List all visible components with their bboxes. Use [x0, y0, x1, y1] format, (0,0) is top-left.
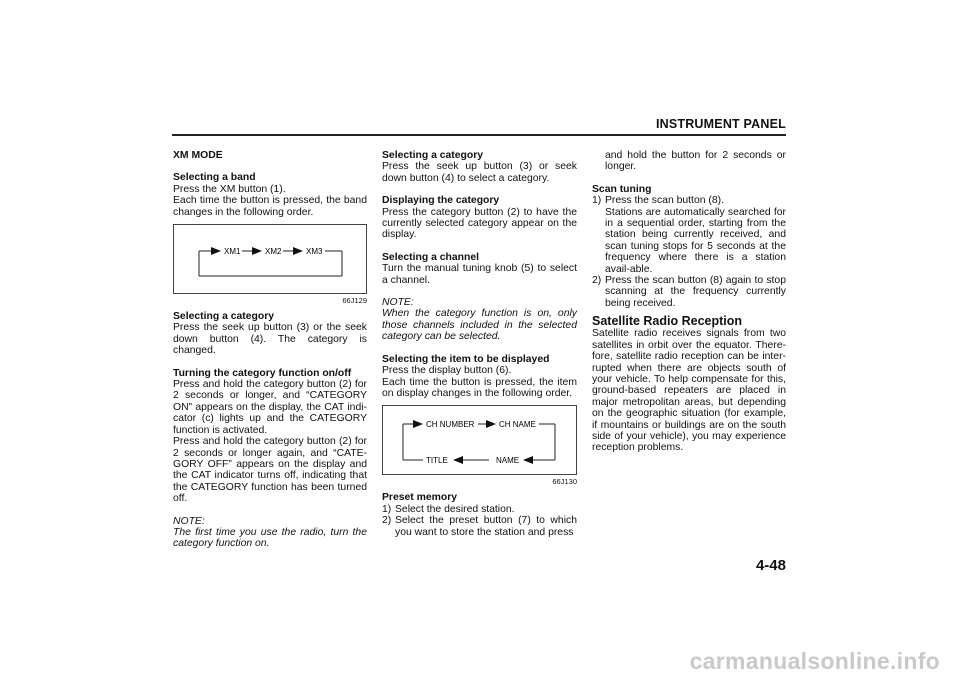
header-rule [172, 134, 786, 136]
band-order-diagram [174, 225, 366, 293]
band-heading: Selecting a band [173, 172, 256, 184]
band-label-xm3: XM3 [306, 247, 323, 257]
toggle-text-1: Press and hold the category button (2) for 2 seconds or longer, and “CATEGORY ON” appears on the display, the CAT indi-cator (c) lights up and the CATEGORY function is activated. [173, 379, 367, 436]
note-text-1: The first time you use the radio, turn the category function on. [173, 526, 367, 550]
band-label-xm1: XM1 [224, 247, 241, 257]
band-text-1: Press the XM button (1). [173, 183, 286, 195]
satellite-heading: Satellite Radio Reception [592, 314, 743, 329]
display-order-diagram [383, 406, 576, 474]
cat-text: Press the seek up button (3) or seek down button (4) to select a category. [382, 161, 577, 184]
column-2 [382, 150, 577, 538]
figure-code-2: 66J130 [552, 477, 577, 487]
title-label: TITLE [426, 456, 448, 466]
preset-step-text: Select the preset button (7) to which you want to store the station and press [395, 515, 577, 538]
cat-heading: Selecting a category [382, 150, 484, 161]
figure-code-1: 66J129 [342, 296, 367, 306]
scan-step-text: Press the scan button (8) again to stop scanning at the frequency currently being received. [605, 275, 786, 309]
scan-step-text: Press the scan button (8). [605, 195, 724, 207]
watermark: carmanualsonline.info [689, 648, 940, 674]
scan-step-number: 2) [592, 275, 602, 287]
note-text-2: When the category function is on, only those channels included in the selected category can be selected. [382, 308, 577, 343]
disp-text: Press the category button (2) to have the currently selected category appear on the display. [382, 206, 577, 241]
category-heading: Selecting a category [173, 311, 275, 323]
note-label-2: NOTE: [382, 297, 414, 309]
band-label-xm2: XM2 [265, 247, 282, 257]
scan-heading: Scan tuning [592, 183, 652, 195]
scan-step [592, 275, 786, 309]
category-text: Press the seek up button (3) or the seek down button (4). The category is changed. [173, 322, 367, 357]
scan-step-number: 1) [592, 195, 602, 207]
page-header: INSTRUMENT PANEL [655, 117, 786, 131]
preset-step [382, 504, 577, 515]
note-label-1: NOTE: [173, 515, 205, 527]
satellite-text: Satellite radio receives signals from two satellites in orbit over the equator. There-fore, satellite radio reception can be inter-rupted when there are objects south of your vehicle. To help compensate for this, ground-based repeaters are placed in major metropolitan areas, but depending on the geographic situation (for example, if mountains or buildings are on the south side of your vehicle), you may experience reception problems. [592, 328, 786, 454]
preset-step-number: 2) [382, 515, 392, 527]
page-number: 4-48 [755, 557, 786, 574]
preset-continuation: and hold the button for 2 seconds or longer. [605, 150, 786, 173]
chan-heading: Selecting a channel [382, 251, 480, 263]
preset-step-number: 1) [382, 503, 392, 515]
ch-name-label: CH NAME [499, 420, 536, 430]
display-order-figure [382, 405, 577, 475]
column-1 [173, 150, 367, 550]
ch-number-label: CH NUMBER [426, 420, 475, 430]
toggle-text-2: Press and hold the category button (2) for 2 seconds or longer again, and “CATE-GORY OFF” appears on the display and the CAT indicator turns off, indicating that the CATEGORY function has been turned off. [173, 436, 367, 505]
item-text-1: Press the display button (6). [382, 365, 512, 377]
chan-text: Turn the manual tuning knob (5) to select a channel. [382, 263, 577, 286]
mode-title: XM MODE [173, 150, 223, 161]
disp-heading: Displaying the category [382, 195, 500, 207]
name-label: NAME [496, 456, 520, 466]
preset-step-text: Select the desired station. [395, 503, 515, 515]
band-order-figure [173, 224, 367, 294]
preset-heading: Preset memory [382, 492, 458, 504]
scan-step [592, 195, 786, 275]
preset-step [382, 515, 577, 538]
column-3 [592, 150, 786, 454]
band-text-2: Each time the button is pressed, the band changes in the following order. [173, 195, 367, 218]
scan-step-subtext: Stations are automatically searched for in a sequential order, starting from the station being currently received, and scan tuning stops for 5 seconds at the frequency where there is a station avail-able. [605, 206, 786, 275]
toggle-heading: Turning the category function on/off [173, 367, 352, 379]
item-text-2: Each time the button is pressed, the item on display changes in the following order. [382, 376, 577, 399]
item-heading: Selecting the item to be displayed [382, 353, 550, 365]
